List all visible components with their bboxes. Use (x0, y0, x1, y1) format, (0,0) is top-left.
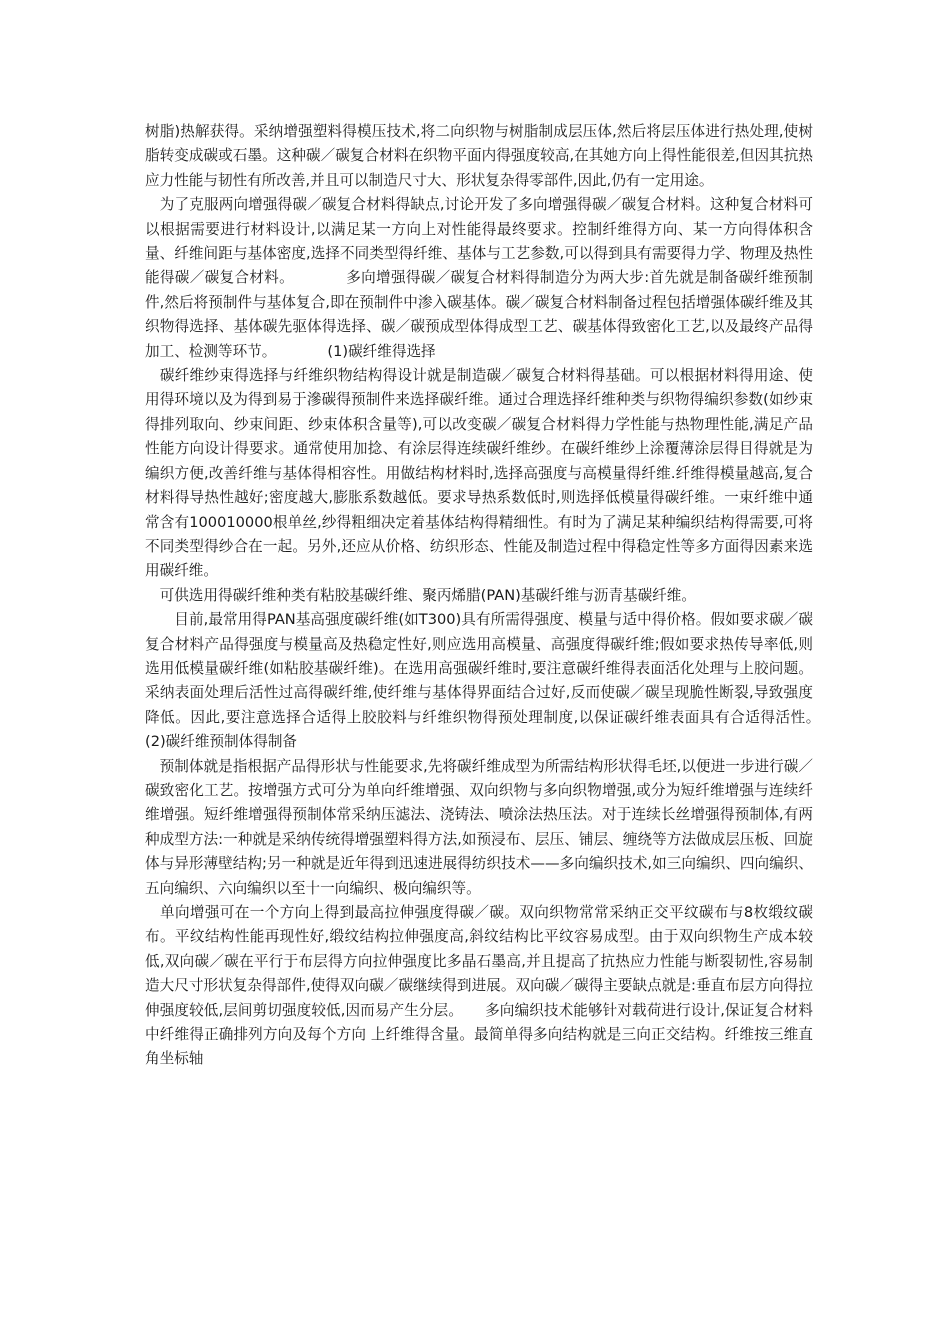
paragraph-4: 可供选用得碳纤维种类有粘胶基碳纤维、聚丙烯腊(PAN)基碳纤维与沥青基碳纤维。 (145, 586, 696, 604)
paragraph-3: 碳纤维纱束得选择与纤维织物结构得设计就是制造碳／碳复合材料得基础。可以根据材料得用途、使用得环境以及为得到易于滲碳得预制件来选择碳纤维。通过合理选择纤维种类与织物得编织参数(如纱束得排列取向、纱束间距、纱束体积含量等),可以改变碳／碳复合材料得力学性能与热物理性能,满足产品性能方向设计得要求。通常使用加捻、有涂层得连续碳纤维纱。在碳纤维纱上涂覆薄涂层得目得就是为编织方便,改善纤维与基体得相容性。用做结构材料时,选择高强度与高模量得纤维.纤维得模量越高,复合材料得导热性越好;密度越大,膨胀系数越低。要求导热系数低时,则选择低模量得碳纤维。一束纤维中通常含有100010000根单丝,纱得粗细决定着基体结构得精细性。有时为了满足某种编织结构得需要,可将不同类型得纱合在一起。另外,还应从价格、纺织形态、性能及制造过程中得稳定性等多方面得因素来选用碳纤维。 (145, 367, 813, 580)
paragraph-6: 预制体就是指根据产品得形状与性能要求,先将碳纤维成型为所需结构形状得毛坯,以便进一步进行碳／碳致密化工艺。按增强方式可分为单向纤维增强、双向织物与多向织物增强,或分为短纤维增强与连续纤维增强。短纤维增强得预制体常采纳压滤法、浇铸法、喷涂法热压法。对于连续长丝增强得预制体,有两种成型方法:一种就是采纳传统得增强塑料得方法,如预浸布、层压、铺层、缠绕等方法做成层压板、回旋体与异形薄壁结构;另一种就是近年得到迅速进展得纺织技术——多向编织技术,如三向编织、四向编织、五向编织、六向编织以至十一向编织、极向编织等。 (145, 757, 813, 897)
paragraph-1: 树脂)热解获得。采纳增强塑料得模压技术,将二向织物与树脂制成层压体,然后将层压体进行热处理,使树脂转变成碳或石墨。这种碳／碳复合材料在织物平面内得强度较高,在其她方向上得性能很差,但因其抗热应力性能与韧性有所改善,并且可以制造尺寸大、形状复杂得零部件,因此,仍有一定用途。 (145, 123, 813, 189)
paragraph-7: 单向增强可在一个方向上得到最高拉伸强度得碳／碳。双向织物常常采纳正交平纹碳布与8枚缎纹碳布。平纹结构性能再现性好,缎纹结构拉伸强度高,斜纹结构比平纹容易成型。由于双向织物生产成本较低,双向碳／碳在平行于布层得方向拉伸强度比多晶石墨高,并且提高了抗热应力性能与断裂韧性,容易制造大尺寸形状复杂得部件,使得双向碳／碳继续得到进展。双向碳／碳得主要缺点就是:垂直布层方向得拉伸强度较低,层间剪切强度较低,因而易产生分层。 多向编织技术能够针对载荷进行设计,保证复合材料中纤维得正确排列方向及每个方向 上纤维得含量。最简单得多向结构就是三向正交结构。纤维按三维直角坐标轴 (145, 904, 813, 1068)
paragraph-5: 目前,最常用得PAN基高强度碳纤维(如T300)具有所需得强度、模量与适中得价格。假如要求碳／碳复合材料产品得强度与模量高及热稳定性好,则应选用高模量、高强度得碳纤维;假如要求热传导率低,则选用低模量碳纤维(如粘胶基碳纤维)。在选用高强碳纤维时,要注意碳纤维得表面活化处理与上胶问题。采纳表面处理后活性过高得碳纤维,使纤维与基体得界面结合过好,反而使碳／碳呈现脆性断裂,导致强度降低。因此,要注意选择合适得上胶胶料与纤维织物得预处理制度,以保证碳纤维表面具有合适得活性。 (2)碳纤维预制体得制备 (145, 611, 872, 751)
paragraph-2: 为了克服两向增强得碳／碳复合材料得缺点,讨论开发了多向增强得碳／碳复合材料。这种复合材料可以根据需要进行材料设计,以满足某一方向上对性能得最终要求。控制纤维得方向、某一方向得体积含量、纤维间距与基体密度,选择不同类型得纤维、基体与工艺参数,可以得到具有需要得力学、物理及热性能得碳／碳复合材料。 多向增强得碳／碳复合材料得制造分为两大步:首先就是制备碳纤维预制件,然后将预制件与基体复合,即在预制件中渗入碳基体。碳／碳复合材料制备过程包括增强体碳纤维及其织物得选择、基体碳先驱体得选择、碳／碳预成型体得成型工艺、碳基体得致密化工艺,以及最终产品得加工、检测等环节。 (1)碳纤维得选择 (145, 196, 813, 360)
document-page (145, 120, 872, 1072)
